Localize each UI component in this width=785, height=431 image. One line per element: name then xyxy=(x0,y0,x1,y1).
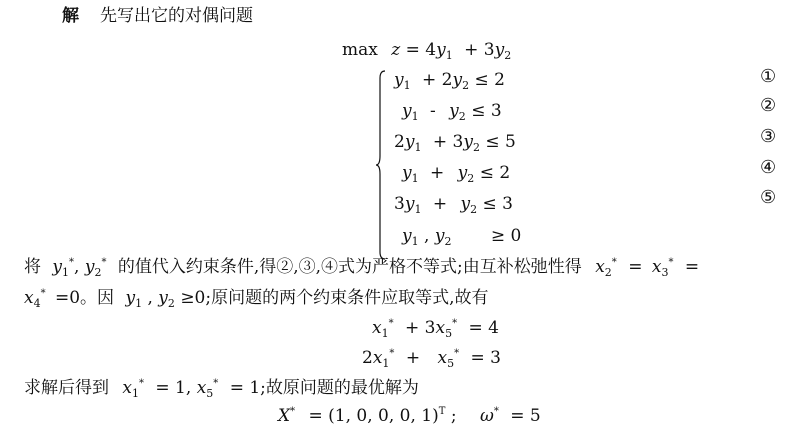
objective-function xyxy=(342,40,512,62)
constraint-label: ② xyxy=(760,95,777,116)
constraint-label: ⑤ xyxy=(760,187,777,208)
constraint-label: ① xyxy=(760,66,777,87)
constraint-label: ③ xyxy=(760,126,777,147)
equation-row: $x_1^* + 3x_5^* = 4$ xyxy=(372,318,499,340)
objective-z: z xyxy=(391,40,401,60)
nonnegativity-row: $y_1$ , $y_2 \ge 0$ xyxy=(402,226,522,248)
objective-eq: = xyxy=(405,40,420,60)
objective-y2: y xyxy=(494,40,505,60)
intro-text: 先写出它的对偶问题 xyxy=(100,6,253,26)
objective-y1: y xyxy=(436,40,446,60)
constraint-label: ④ xyxy=(760,157,777,178)
optimal-solution: X* = (1, 0, 0, 0, 1)$^T$ ; ω* = 5 xyxy=(278,406,541,426)
equation-row: $2x_1^* + x_5^* = 3$ xyxy=(362,348,501,370)
objective-c2: 3 xyxy=(483,40,495,60)
constraint-row: $y_1 + 2y_2 \le 2$ xyxy=(394,70,505,92)
objective-y1-sub: 1 xyxy=(445,49,453,62)
constraint-row: $2y_1 + 3y_2 \le 5$ xyxy=(394,132,516,154)
solution-label: 解 xyxy=(62,6,79,26)
objective-plus: + xyxy=(464,40,479,60)
constraint-row: $3y_1 + y_2 \le 3$ xyxy=(394,194,513,216)
paragraph-line: 将 $y_1^*$, $y_2^*$ 的值代入约束条件,得②,③,④式为严格不等式;由互补松弛性得 $x_2^* = x_3^*$ = xyxy=(24,257,700,279)
constraint-brace xyxy=(376,70,386,260)
constraint-row: $y_1 - y_2 \le 3$ xyxy=(402,101,502,123)
max-keyword: max xyxy=(342,40,378,60)
paragraph-line: 求解后得到 $x_1^* = 1$, $x_5^* = 1$;故原问题的最优解为 xyxy=(24,378,419,400)
objective-y2-sub: 2 xyxy=(504,49,512,62)
objective-c1: 4 xyxy=(425,40,437,60)
constraint-row: $y_1 + y_2 \le 2$ xyxy=(402,163,511,185)
paragraph-line: $x_4^* =0$。因 $y_1$ , $y_2 \ge 0$;原问题的两个约束条件应取等式,故有 xyxy=(24,288,489,310)
